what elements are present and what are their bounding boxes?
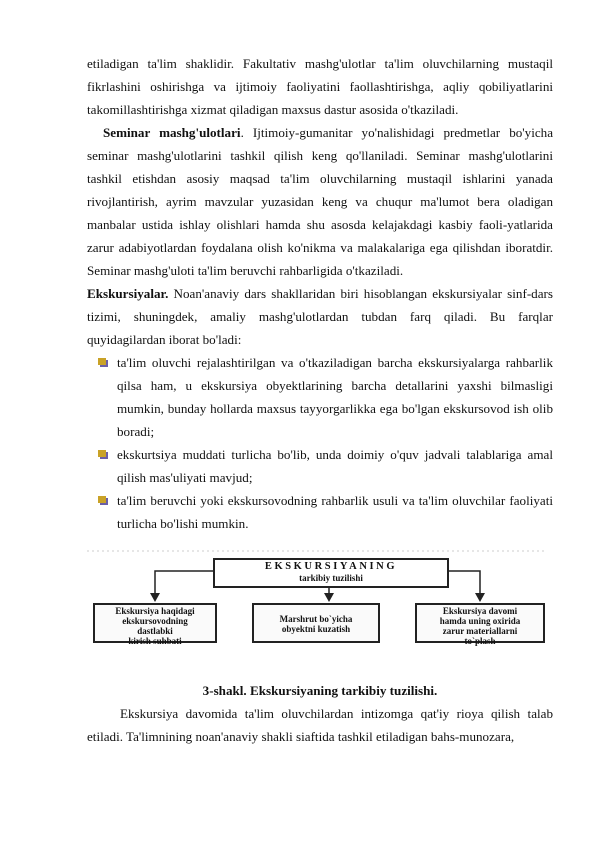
ekskursiya-structure-diagram (87, 543, 547, 653)
bullet-text: ta'lim oluvchi rejalashtirilgan va o'tkaziladigan barcha ekskursiyalarga rahbarlik qilsa ham, u ekskursiya obyektlarining barcha detallarini yaxshi bilmasligi mumkin, bunday hollarda maxsus tayyorgarlikka ega bo'lgan ekskursovod ish olib boradi; (117, 355, 553, 439)
paragraph-ekskursiya (87, 282, 553, 351)
seminar-text: . Ijtimoiy-gumanitar yo'nalishidagi predmetlar bo'yicha seminar mashg'ulotlarini tashkil qilish keng qo'llaniladi. Seminar mashg'ulotlarini tashkil etishdan asosiy maqsad ta'lim oluvchilarning mustaqil ishlarini yanada rivojlantirish, ayrim mavzular yuzasidan keng va chuqur ma'lumot bera oladigan manbalar ustida ishlay olishlari hamda shu asosda kelajakdagi kasbiy faoli-yatlarida zarur adabiyotlardan foydalana olish ko'nikma va malakalariga ega qilishdan iboratdir. Seminar mashg'uloti ta'lim beruvchi rahbarligida o'tkaziladi. (87, 125, 554, 278)
list-item (117, 443, 553, 489)
list-item (117, 489, 553, 535)
paragraph-seminar (87, 121, 553, 282)
list-item (117, 351, 553, 443)
diagram-title-box (213, 558, 449, 588)
diagram-title: EKSKURSIYANING (264, 561, 398, 572)
diagram-subtitle: tarkibiy tuzilishi (299, 573, 363, 583)
document-page (87, 52, 553, 748)
box-line: Ekskursiya davomi (442, 606, 518, 616)
diagram-box-intro (93, 603, 217, 646)
box-line: Ekskursiya haqidagi (115, 606, 195, 616)
bullet-icon (98, 450, 108, 459)
paragraph-fakultativ: etiladigan ta'lim shaklidir. Fakultativ mashg'ulotlar ta'lim oluvchilarning mustaqil fikrlashini oshirishga va ijtimoiy faoliyatini faollashtirishga, aqliy qobiliyatlarini takomillashtirishga xizmat qiladigan maxsus dastur asosida o'tkaziladi. (87, 56, 553, 117)
seminar-heading: Seminar mashg'ulotlari (103, 125, 241, 140)
diagram-box-route (252, 603, 380, 643)
figure-caption: 3-shakl. Ekskursiyaning tarkibiy tuzilishi. (202, 683, 438, 698)
box-line: dastlabki (137, 626, 173, 636)
box-line: Marshrut bo`yicha (279, 614, 353, 624)
ekskursiya-heading: Ekskursiyalar. (87, 286, 169, 301)
box-line: obyektni kuzatish (281, 624, 351, 634)
bullet-text: ekskurtsiya muddati turlicha bo'lib, unda doimiy o'quv jadvali talablariga amal qilish mas'uliyati mavjud; (117, 447, 553, 485)
box-line: kirish suhbati (128, 636, 182, 646)
bullet-icon (98, 358, 108, 367)
ekskursiya-text: Noan'anaviy dars shakllaridan biri hisoblangan ekskursiyalar sinf-dars tizimi, shuningdek, amaliy mashg'ulotlardan tubdan farq qiladi. Bu farqlar quyidagilardan iborat bo'ladi: (87, 286, 553, 347)
bullet-icon (98, 496, 108, 505)
paragraph-closing: Ekskursiya davomida ta'lim oluvchilardan intizomga qat'iy rioya qilish talab etiladi. Ta'limnining noan'anaviy shakli siaftida tashkil etiladigan bahs-munozara, (87, 706, 553, 744)
bullet-text: ta'lim beruvchi yoki ekskursovodning rahbarlik usuli va ta'lim oluvchilar faoliyati turlicha bo'lishi mumkin. (117, 493, 553, 531)
bullet-list (87, 351, 553, 535)
box-line: zarur materiallarni (442, 626, 518, 636)
box-line: ekskursovodning (122, 616, 188, 626)
box-line: hamda uning oxirida (439, 616, 521, 626)
box-line: to`plash (464, 636, 496, 646)
diagram-box-materials (415, 603, 545, 646)
